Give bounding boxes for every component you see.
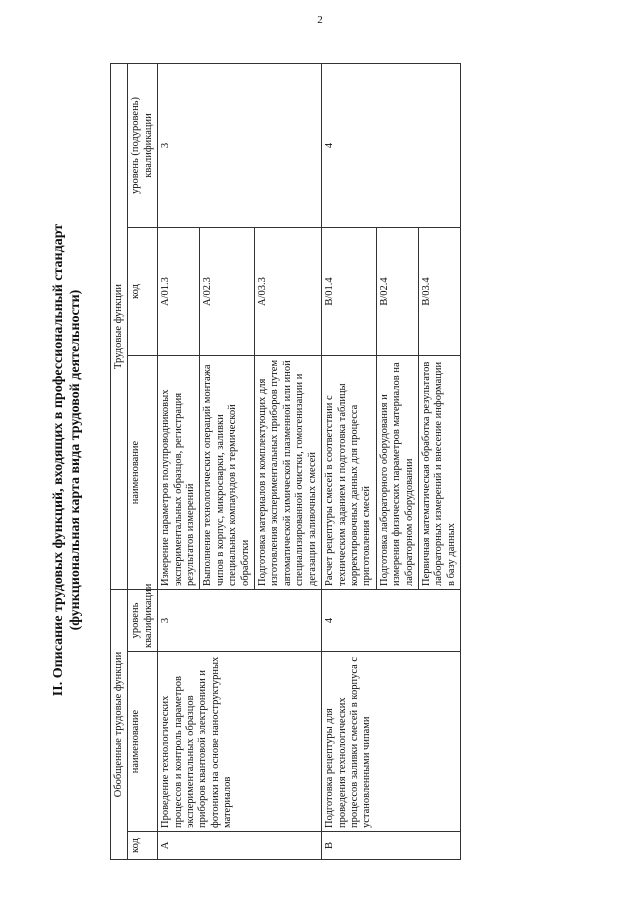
header-name: наименование <box>128 652 158 832</box>
header-function-name: наименование <box>128 356 158 590</box>
heading-line-1: II. Описание трудовых функций, входящих в профессиональный стандарт <box>51 223 66 697</box>
header-function-level: уровень (подуровень) квалификации <box>128 63 158 227</box>
header-function-code: код <box>128 228 158 356</box>
function-name: Расчет рецептуры смесей в соответствии с техническим заданием и подготовка таблицы корректировочных данных для процесса приготовления смесей <box>322 356 377 590</box>
page-number: 2 <box>317 14 323 26</box>
function-code: B/01.4 <box>322 228 377 356</box>
function-level <box>255 63 322 227</box>
group-name: Подготовка рецептуры для проведения технологических процессов заливки смесей в корпуса с установленными чипами <box>322 652 461 832</box>
function-level: 4 <box>322 63 377 227</box>
function-code: A/03.3 <box>255 228 322 356</box>
header-code: код <box>128 832 158 860</box>
function-code: A/02.3 <box>200 228 255 356</box>
header-labor-functions: Трудовые функции <box>111 63 128 589</box>
function-name: Первичная математическая обработка результатов лабораторных измерений и внесение информации в базу данных <box>418 356 460 590</box>
function-name: Измерение параметров полупроводниковых экспериментальных образцов, регистрация результатов измерений <box>158 356 200 590</box>
function-name: Выполнение технологических операций монтажа чипов в корпус, микросварки, заливки специальных компаундов и термической обработки <box>200 356 255 590</box>
group-level: 4 <box>322 590 461 652</box>
group-level: 3 <box>158 590 322 652</box>
function-code: A/01.3 <box>158 228 200 356</box>
table-header-row-2 <box>128 63 158 859</box>
table-row <box>322 63 377 859</box>
function-code: B/02.4 <box>376 228 418 356</box>
function-name: Подготовка материалов и комплектующих для изготовления экспериментальных приборов путем автоматической химической плазменной или иной специализированной очистки, гомогенизации и дегазации заливочных смесей <box>255 356 322 590</box>
heading-line-2: (функциональная карта вида трудовой деятельности) <box>68 289 83 631</box>
group-code: B <box>322 832 461 860</box>
table-header-row-1 <box>111 63 128 859</box>
table-row <box>158 63 200 859</box>
function-level: 3 <box>158 63 200 227</box>
functional-map-table <box>110 63 461 860</box>
group-code: A <box>158 832 322 860</box>
function-level <box>418 63 460 227</box>
function-name: Подготовка лабораторного оборудования и измерения физических параметров материалов на лабораторном оборудовании <box>376 356 418 590</box>
rotated-document <box>50 60 610 860</box>
group-name: Проведение технологических процессов и контроль параметров экспериментальных образцов приборов квантовой электроники и фотоники на основе наноструктурных материалов <box>158 652 322 832</box>
section-heading <box>50 60 84 860</box>
function-code: B/03.4 <box>418 228 460 356</box>
header-generalized-functions: Обобщенные трудовые функции <box>111 590 128 860</box>
header-level: уровень квалификации <box>128 590 158 652</box>
function-level <box>200 63 255 227</box>
function-level <box>376 63 418 227</box>
